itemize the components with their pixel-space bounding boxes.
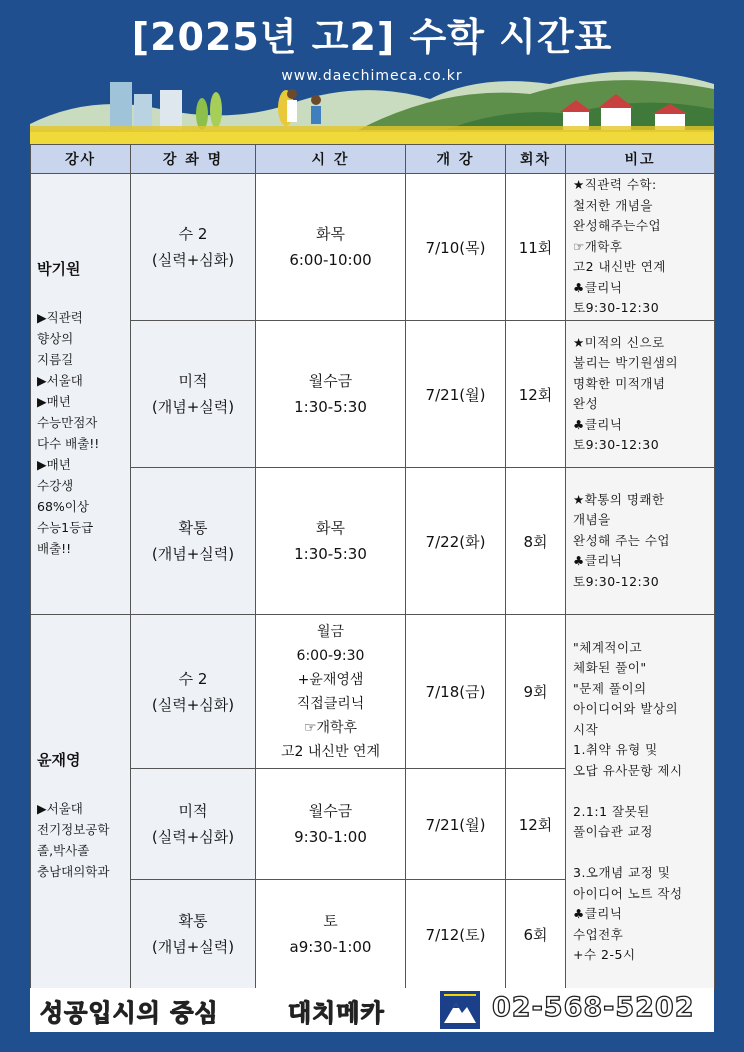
header-notes: 비고 <box>566 145 715 174</box>
session-count: 11회 <box>506 174 566 321</box>
footer-brand: 대치메카 <box>288 999 385 1027</box>
start-date: 7/22(화) <box>406 468 506 615</box>
class-time: 월수금 9:30-1:00 <box>256 769 406 880</box>
mountain-logo-icon <box>440 991 480 1029</box>
session-count: 9회 <box>506 615 566 769</box>
course-name: 수 2 (실력+심화) <box>131 615 256 769</box>
teacher-name: 박기원 <box>37 260 81 278</box>
start-date: 7/18(금) <box>406 615 506 769</box>
table-row <box>31 174 715 321</box>
footer-banner <box>30 988 714 1032</box>
notes-cell: ★직관력 수학: 철저한 개념을 완성해주는수업 ☞개학후 고2 내신반 연계 ♣클리닉 토9:30-12:30 <box>566 174 715 321</box>
start-date: 7/12(토) <box>406 880 506 989</box>
class-time: 월금 6:00-9:30 +윤재영샘 직접클리닉 ☞개학후 고2 내신반 연계 <box>256 615 406 769</box>
start-date: 7/21(월) <box>406 769 506 880</box>
class-time: 월수금 1:30-5:30 <box>256 321 406 468</box>
teacher-cell <box>31 615 131 989</box>
start-date: 7/21(월) <box>406 321 506 468</box>
course-name: 수 2 (실력+심화) <box>131 174 256 321</box>
footer-slogan: 성공입시의 중심 <box>40 999 219 1027</box>
session-count: 12회 <box>506 321 566 468</box>
session-count: 6회 <box>506 880 566 989</box>
table-header-row <box>31 145 715 174</box>
session-count: 8회 <box>506 468 566 615</box>
session-count: 12회 <box>506 769 566 880</box>
header-sessions: 회차 <box>506 145 566 174</box>
class-time: 화목 1:30-5:30 <box>256 468 406 615</box>
page-title: [2025년 고2] 수학 시간표 <box>131 15 613 59</box>
course-name: 미적 (개념+실력) <box>131 321 256 468</box>
start-date: 7/10(목) <box>406 174 506 321</box>
notes-cell: "체계적이고 체화된 풀이" "문제 풀이의 아이디어와 발상의 시작 1.취약 유형 및 오답 유사문항 제시 2.1:1 잘못된 풀이습관 교정 3.오개념 교정 및 아이디어 노트 작성 ♣클리닉 수업전후 +수 2-5시 <box>566 615 715 989</box>
header-course: 강 좌 명 <box>131 145 256 174</box>
table-row <box>31 615 715 769</box>
footer-phone[interactable]: 02-568-5202 <box>492 992 695 1023</box>
teacher-cell <box>31 174 131 615</box>
course-name: 미적 (실력+심화) <box>131 769 256 880</box>
header-teacher: 강사 <box>31 145 131 174</box>
table-row <box>31 468 715 615</box>
class-time: 토 a9:30-1:00 <box>256 880 406 989</box>
teacher-description: ▶서울대 전기정보공학 졸,박사졸 충남대의학과 <box>37 801 110 879</box>
website-url[interactable]: www.daechimeca.co.kr <box>281 68 463 84</box>
teacher-description: ▶직관력 향상의 지름길 ▶서울대 ▶매년 수능만점자 다수 배출!! ▶매년 수강생 68%이상 수능1등급 배출!! <box>37 310 100 556</box>
notes-cell: ★확통의 명쾌한 개념을 완성해 주는 수업 ♣클리닉 토9:30-12:30 <box>566 468 715 615</box>
header-time: 시 간 <box>256 145 406 174</box>
timetable <box>30 144 715 989</box>
course-name: 확통 (개념+실력) <box>131 880 256 989</box>
teacher-name: 윤재영 <box>37 751 81 769</box>
class-time: 화목 6:00-10:00 <box>256 174 406 321</box>
landscape-illustration <box>30 64 714 146</box>
notes-cell: ★미적의 신으로 불리는 박기원샘의 명확한 미적개념 완성 ♣클리닉 토9:30-12:30 <box>566 321 715 468</box>
course-name: 확통 (개념+실력) <box>131 468 256 615</box>
header-start: 개 강 <box>406 145 506 174</box>
table-row <box>31 321 715 468</box>
